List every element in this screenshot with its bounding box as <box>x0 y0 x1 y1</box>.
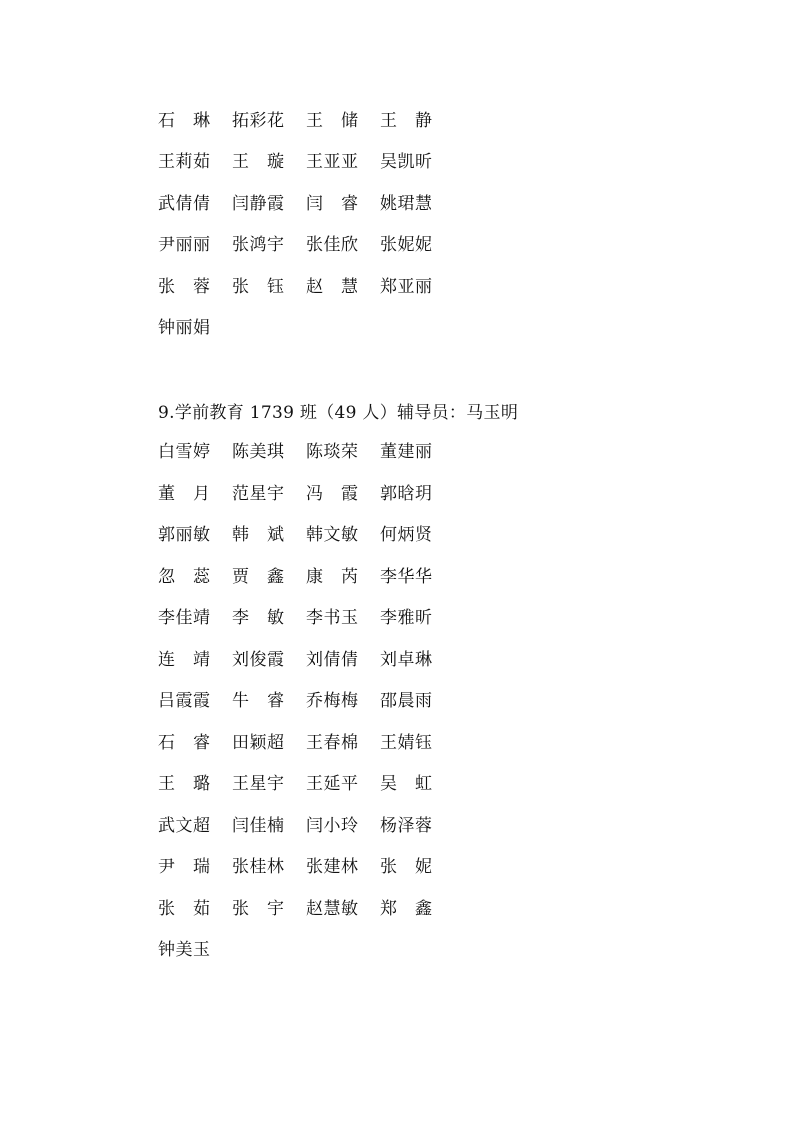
student-name: 张 宇 <box>232 898 285 919</box>
student-name: 武倩倩 <box>158 193 211 214</box>
student-name: 吕霞霞 <box>158 691 211 712</box>
student-name: 李书玉 <box>306 608 359 629</box>
student-name: 赵 慧 <box>306 276 359 297</box>
student-name: 王星宇 <box>232 774 285 795</box>
student-name: 郭晗玥 <box>380 483 433 504</box>
student-name: 钟丽娟 <box>158 318 211 339</box>
student-name: 尹丽丽 <box>158 235 211 256</box>
student-name: 韩 斌 <box>232 525 285 546</box>
student-name: 连 靖 <box>158 649 211 670</box>
name-row <box>158 473 518 515</box>
name-row <box>158 266 454 308</box>
name-row <box>158 432 518 474</box>
student-name: 康 芮 <box>306 566 359 587</box>
student-name: 李华华 <box>380 566 433 587</box>
name-row <box>158 805 518 847</box>
student-name: 姚珺慧 <box>380 193 433 214</box>
student-name: 邵晨雨 <box>380 691 433 712</box>
student-name: 白雪婷 <box>158 442 211 463</box>
student-name: 郑 鑫 <box>380 898 433 919</box>
student-name: 李雅昕 <box>380 608 433 629</box>
student-name: 王 璐 <box>158 774 211 795</box>
name-row <box>158 515 518 557</box>
name-row <box>158 764 518 806</box>
student-name: 董 月 <box>158 483 211 504</box>
student-name: 王 静 <box>380 110 433 131</box>
student-name: 张佳欣 <box>306 235 359 256</box>
name-row <box>158 598 518 640</box>
student-name: 牛 睿 <box>232 691 285 712</box>
student-name: 吴 虹 <box>380 774 433 795</box>
student-name: 闫静霞 <box>232 193 285 214</box>
student-name: 李佳靖 <box>158 608 211 629</box>
student-name: 乔梅梅 <box>306 691 359 712</box>
name-list-previous-class <box>158 100 454 349</box>
student-name: 张妮妮 <box>380 235 433 256</box>
student-name: 郑亚丽 <box>380 276 433 297</box>
student-name: 赵慧敏 <box>306 898 359 919</box>
student-name: 吴凯昕 <box>380 152 433 173</box>
student-name: 尹 瑞 <box>158 857 211 878</box>
student-name: 闫 睿 <box>306 193 359 214</box>
student-name: 田颖超 <box>232 732 285 753</box>
student-name: 杨泽蓉 <box>380 815 433 836</box>
name-row <box>158 639 518 681</box>
student-name: 王春棉 <box>306 732 359 753</box>
student-name: 闫佳楠 <box>232 815 285 836</box>
student-name: 董建丽 <box>380 442 433 463</box>
name-list-1739 <box>158 432 518 972</box>
name-row <box>158 888 518 930</box>
student-name: 武文超 <box>158 815 211 836</box>
student-name: 韩文敏 <box>306 525 359 546</box>
name-row <box>158 225 454 267</box>
student-name: 忽 蕊 <box>158 566 211 587</box>
name-row <box>158 930 518 972</box>
name-row <box>158 681 518 723</box>
name-row <box>158 722 518 764</box>
student-name: 王 储 <box>306 110 359 131</box>
student-name: 贾 鑫 <box>232 566 285 587</box>
student-name: 王 璇 <box>232 152 285 173</box>
student-name: 张鸿宇 <box>232 235 285 256</box>
class-section-1739 <box>158 390 518 971</box>
student-name: 何炳贤 <box>380 525 433 546</box>
student-name: 石 睿 <box>158 732 211 753</box>
student-name: 王莉茹 <box>158 152 211 173</box>
student-name: 张 妮 <box>380 857 433 878</box>
student-name: 张桂林 <box>232 857 285 878</box>
student-name: 王延平 <box>306 774 359 795</box>
student-name: 张建林 <box>306 857 359 878</box>
student-name: 李 敏 <box>232 608 285 629</box>
name-row <box>158 308 454 350</box>
student-name: 钟美玉 <box>158 940 211 961</box>
student-name: 张 茹 <box>158 898 211 919</box>
student-name: 王亚亚 <box>306 152 359 173</box>
student-name: 张 蓉 <box>158 276 211 297</box>
student-name: 范星宇 <box>232 483 285 504</box>
student-name: 陈琰荣 <box>306 442 359 463</box>
student-name: 冯 霞 <box>306 483 359 504</box>
name-row <box>158 556 518 598</box>
student-name: 刘俊霞 <box>232 649 285 670</box>
student-name: 石 琳 <box>158 110 211 131</box>
student-name: 张 钰 <box>232 276 285 297</box>
student-name: 王婧钰 <box>380 732 433 753</box>
name-row <box>158 100 454 142</box>
name-row <box>158 847 518 889</box>
student-name: 拓彩花 <box>232 110 285 131</box>
section-heading: 9.学前教育 1739 班（49 人）辅导员：马玉明 <box>158 403 519 424</box>
student-name: 刘倩倩 <box>306 649 359 670</box>
name-row <box>158 142 454 184</box>
name-row <box>158 183 454 225</box>
student-name: 刘卓琳 <box>380 649 433 670</box>
student-name: 郭丽敏 <box>158 525 211 546</box>
student-name: 闫小玲 <box>306 815 359 836</box>
student-name: 陈美琪 <box>232 442 285 463</box>
